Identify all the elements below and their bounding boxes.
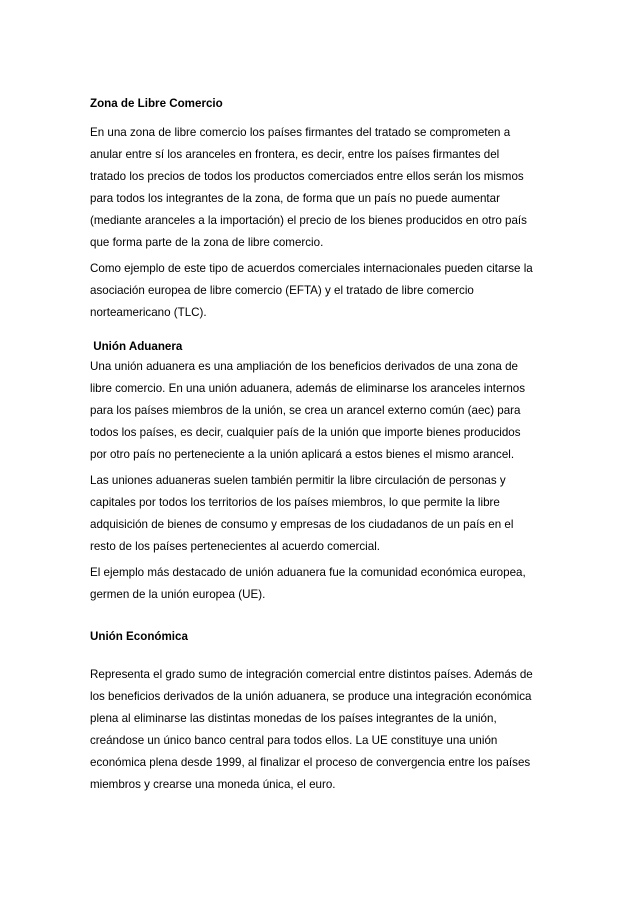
- paragraph-line: (mediante aranceles a la importación) el precio de los bienes producidos en otro país: [90, 214, 527, 227]
- paragraph-line: capitales por todos los territorios de los países miembros, lo que permite la libre: [90, 496, 500, 509]
- paragraph-line: Las uniones aduaneras suelen también permitir la libre circulación de personas y: [90, 474, 506, 487]
- paragraph-line: libre comercio. En una unión aduanera, además de eliminarse los aranceles internos: [90, 382, 526, 395]
- paragraph-line: tratado los precios de todos los productos comerciados entre ellos serán los mismos: [90, 170, 524, 183]
- paragraph-line: resto de los países pertenecientes al acuerdo comercial.: [90, 540, 381, 553]
- paragraph-line: para los países miembros de la unión, se crea un arancel externo común (aec) para: [90, 404, 521, 417]
- paragraph-line: para todos los integrantes de la zona, de forma que un país no puede aumentar: [90, 192, 500, 205]
- section-heading-zona-libre-comercio: Zona de Libre Comercio: [90, 97, 223, 110]
- paragraph-line: por otro país no perteneciente a la unión aplicará a estos bienes el mismo arancel.: [90, 448, 515, 461]
- paragraph-line: En una zona de libre comercio los países firmantes del tratado se comprometen a: [90, 126, 511, 139]
- paragraph-line: anular entre sí los aranceles en frontera, es decir, entre los países firmantes del: [90, 148, 500, 161]
- paragraph-line: Una unión aduanera es una ampliación de los beneficios derivados de una zona de: [90, 360, 518, 373]
- section-heading-union-economica: Unión Económica: [90, 630, 188, 643]
- paragraph-line: norteamericano (TLC).: [90, 306, 207, 319]
- paragraph-line: económica plena desde 1999, al finalizar el proceso de convergencia entre los países: [90, 756, 531, 769]
- paragraph-line: asociación europea de libre comercio (EFTA) y el tratado de libre comercio: [90, 284, 474, 297]
- paragraph-line: El ejemplo más destacado de unión aduanera fue la comunidad económica europea,: [90, 566, 526, 579]
- paragraph-line: que forma parte de la zona de libre comercio.: [90, 236, 324, 249]
- paragraph-line: adquisición de bienes de consumo y empresas de los ciudadanos de un país en el: [90, 518, 514, 531]
- paragraph-line: germen de la unión europea (UE).: [90, 588, 266, 601]
- paragraph-line: Representa el grado sumo de integración comercial entre distintos países. Además de: [90, 668, 533, 681]
- paragraph-line: los beneficios derivados de la unión aduanera, se produce una integración económica: [90, 690, 532, 703]
- section-heading-union-aduanera: Unión Aduanera: [90, 340, 183, 353]
- paragraph-line: Como ejemplo de este tipo de acuerdos comerciales internacionales pueden citarse la: [90, 262, 533, 275]
- paragraph-line: plena al eliminarse las distintas monedas de los países integrantes de la unión,: [90, 712, 497, 725]
- paragraph-line: miembros y crearse una moneda única, el euro.: [90, 778, 336, 791]
- paragraph-line: todos los países, es decir, cualquier país de la unión que importe bienes producidos: [90, 426, 521, 439]
- paragraph-line: creándose un único banco central para todos ellos. La UE constituye una unión: [90, 734, 498, 747]
